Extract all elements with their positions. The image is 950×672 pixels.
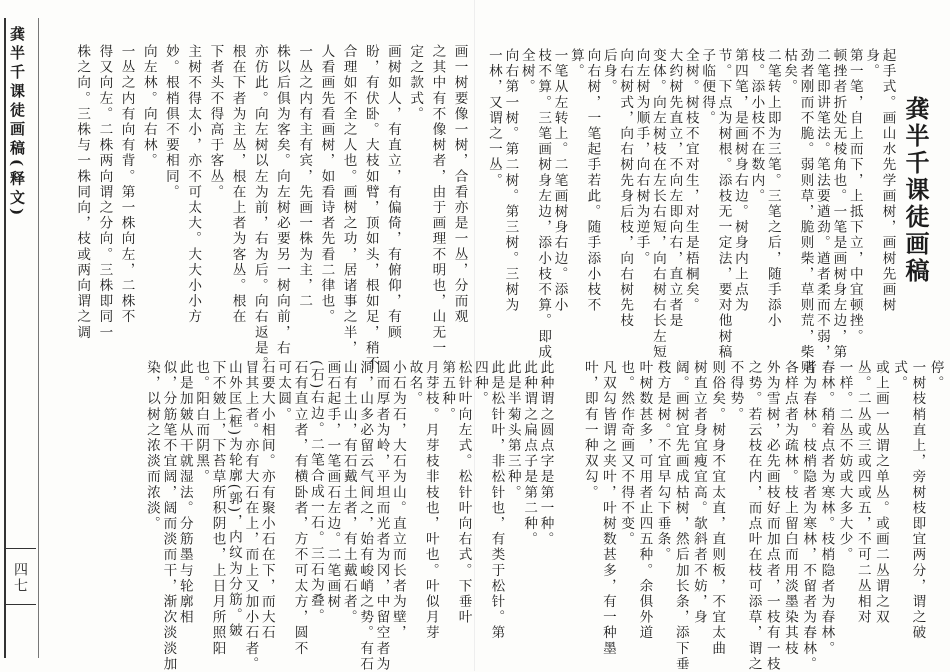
text-column: 向左林。向右林。 (140, 44, 157, 169)
text-column: 洞，山多必留云气间之，始有峻峭之势。有石 (357, 360, 374, 672)
text-column: 向右树，一笔起手若此。随手添小枝不 (584, 48, 601, 314)
text-column: 后身。 (600, 48, 617, 95)
text-column: 顿挫者折处无棱角也。一笔是画树身左边，第 (830, 48, 847, 360)
text-column: 此是加皴从干就湿法。分筋墨与轮廓相 (176, 360, 193, 626)
text-column: 妙。根梢俱不要相同。 (162, 44, 179, 200)
text-column: 一林，又谓之一丛。 (485, 48, 502, 189)
text-column: 劲者刚而不脆。弱则草，脆则柴，草则荒，柴则 (797, 48, 814, 376)
text-column: 画树如人，有直立，有偏倚，有俯仰，有顾 (384, 44, 401, 341)
text-column: 人看画先看画树，如看诗者先看二律也。 (318, 44, 335, 325)
text-column: 一样。二丛不妨或大多大少。 (836, 360, 853, 563)
text-column: 似，分筋笔不宜阔，阔而淡而干，渐次淡淡加 (160, 360, 177, 672)
text-column: 冒其上者。亦有大石在上，而上又加小石者。 (242, 360, 259, 672)
text-column: 染，以树之浓淡而浓淡。 (143, 360, 160, 532)
text-column: 石要大小相间。亦有聚小石在下，而大石 (258, 360, 275, 641)
text-column: 一笔从左转上。二笔画树身右边。添小 (551, 48, 568, 314)
page-number-rule-bottom (4, 604, 36, 605)
text-column: 下不皴上，下苔草所积阴也，上日月所照阳 (209, 360, 226, 657)
text-column: 合理如不全之人也。画树之功，居诸事之半， (340, 44, 357, 356)
text-column: 则俗矣。树身不宜太直，直则板，不宜太曲 (709, 360, 726, 657)
text-column: 叶树数甚多，可用者止四五种。余俱外道 (636, 360, 653, 641)
text-column: 之其中有不像树者，由于画理不明也，山无一 (429, 44, 446, 356)
text-column: 得又向左。二株两向谓之分向。三株即同一 (96, 44, 113, 341)
text-column: 树直立者身宜瘦宜高。欹斜者不妨，身 (690, 360, 707, 626)
text-column: 此种谓之圆点字是第一种。 (537, 360, 554, 548)
text-column: 算。 (567, 48, 584, 80)
text-column: 此是松针叶，非松针也，有类于松针。第 (488, 360, 505, 641)
text-column: 故名。 (406, 360, 423, 407)
text-column: 阔。画树宜先画成枯树，然后加长条，添下垂 (672, 360, 689, 672)
text-column: 枯矣。 (781, 48, 798, 95)
text-column: 各样点者为疏林。枝上留白而用淡墨染其枝 (781, 360, 798, 657)
main-title: 龚半千课徒画稿 (901, 96, 929, 285)
running-title: 龚半千课徒画稿(释文) (8, 26, 26, 220)
text-column: 山外匡(框)为轮廓(郭)，内纹为分筋。皴 (225, 360, 242, 639)
text-column: 向左树为顺手，向右树为逆手。 (633, 48, 650, 267)
text-column: 画一树要像一树，合看亦是一丛，分而观 (451, 44, 468, 325)
text-column: 外为雪树，必先画枝好而加点者，一枝有一枝 (763, 360, 780, 672)
text-column: 叶，即有一种双勾。 (581, 360, 598, 501)
text-column: 者为春林。枝梢隐者为寒林，不留者为春林。 (800, 360, 817, 672)
text-column: 主树不得太小，亦不可太大。大大小小方 (185, 44, 202, 325)
text-column: 起手式。画山水先学画树，画树先画树 (879, 48, 896, 314)
text-column: 枝方是树。不宜早勾下垂条。 (654, 360, 671, 563)
text-column: 圆而厚者为岭，平坦而光者为冈，中留空者为 (373, 360, 390, 672)
text-column: 第五种。 (439, 360, 456, 423)
text-column: 子临便得。 (699, 48, 716, 126)
text-column: 不得势。 (727, 360, 744, 423)
text-column: 月芽枝。月芽枝非枝也，叶也。叶似月芽 (422, 360, 439, 641)
text-column: 式。 (891, 360, 908, 392)
text-column: 第四笔，是画树身右边。树身内上点为 (731, 48, 748, 314)
text-column: 枝不算。三笔画树身左边，添小枝不算。即成 (535, 48, 552, 360)
text-column: 小石为石，大石为山。直立而长者为壁， (389, 360, 406, 641)
page-fold (474, 0, 475, 671)
text-column: 二笔即讲笔法。笔法要遒劲。遒者柔而不弱， (813, 48, 830, 360)
text-column: 定之款式。 (407, 44, 424, 122)
text-column: 凡双勾皆谓之夹叶，叶树数甚多，有一种墨 (599, 360, 616, 657)
text-column: 停。 (927, 360, 944, 392)
text-column: 画石起手，一笔画石左边。二笔画树 (324, 360, 341, 610)
page-number: 四七 (12, 562, 28, 594)
text-column: 一树枝梢直上，旁树枝即宜两分，谓之破 (909, 360, 926, 641)
text-column: 全树。树枝不宜对生，对生是梧桐矣。 (682, 48, 699, 314)
text-column: 身。 (863, 48, 880, 80)
text-column: 丛。二丛或三或四或五，不可二丛相对 (854, 360, 871, 626)
text-column: 之势。若云枝在内，而点叶在枝可添草，谓之 (745, 360, 762, 672)
text-column: 山有土山，有石戴土者，有土戴石者。 (340, 360, 357, 626)
text-column: 节。下点为树根。添枝无一定法，要对他树稿 (715, 48, 732, 360)
text-column: 或上画一丛谓之单丛。或画二丛谓之双 (872, 360, 889, 626)
text-column: 第一笔，自上而下，上抵下立，中宜顿挫。 (846, 48, 863, 345)
text-column: 枝。添小枝不在数内。 (748, 48, 765, 204)
text-column: (石)右边。二笔合成一石。三石为叠。 (307, 360, 324, 625)
text-column: 亦仿此。向左树以左为前，右为后。向右返是。 (251, 44, 268, 372)
text-column: 四种。 (471, 360, 488, 407)
page-number-rule-top (4, 548, 36, 549)
text-column: 大约树先直立，不向左即向右，直立者是 (666, 48, 683, 329)
text-column: 变体。向左树枝在左长右短，向右树右长左短。 (649, 48, 666, 376)
text-column: 也。阳白而阴黑。 (193, 360, 210, 485)
text-column: 盼，有伏卧。大枝如臂，顶如头，根如足，稍不 (362, 44, 379, 372)
text-column: 此是半菊头第三种。 (504, 360, 521, 501)
text-column: 一丛之内有主有宾，先画一株为主，二 (296, 44, 313, 310)
text-column: 根在下者为主丛，根在上者为客丛。根在 (229, 44, 246, 325)
text-column: 向右树式，向右树先身后枝，向右树先枝 (617, 48, 634, 329)
text-column: 石有直立者，有横卧者，方不可太方，圆不 (291, 360, 308, 657)
text-column: 向右第一树。第二树。第三树。三树为 (502, 48, 519, 314)
text-column: 二笔转上即为三笔。三笔之后，随手添小 (764, 48, 781, 329)
text-column: 也。然作奇画又不得不变。 (618, 360, 635, 548)
text-column: 松针叶向左式。松针叶向右式。下垂叶 (455, 360, 472, 626)
text-column: 一丛之内有向有背。第一株向左，二株不 (118, 44, 135, 325)
text-column: 春林。稍着点者为寒林。枝梢隐者为春林。 (818, 360, 835, 657)
text-column: 可太圆。 (275, 360, 292, 423)
text-column: 全树。 (518, 48, 535, 95)
text-column: 此种谓之扁点子是第二种。 (521, 360, 538, 548)
text-column: 株之向。三株与一株同向，枝或两向谓之调 (74, 44, 91, 341)
text-column: 下者头不得高于客丛。 (207, 44, 224, 200)
text-column: 株以后俱为客矣。向左树必要另一树向前，右 (273, 44, 290, 356)
